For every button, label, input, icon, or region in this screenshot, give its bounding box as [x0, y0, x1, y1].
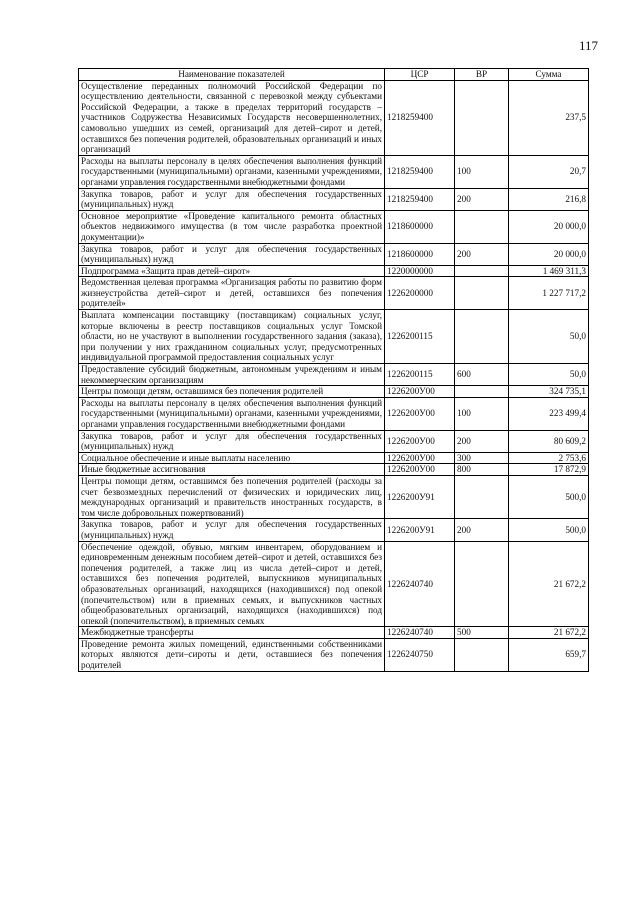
row-sum: 1 227 717,2 [509, 277, 589, 310]
table-header-row [79, 69, 589, 81]
row-vr: 600 [455, 364, 509, 386]
row-csr: 1226200У91 [385, 475, 455, 518]
row-vr: 200 [455, 243, 509, 265]
row-name: Закупка товаров, работ и услуг для обеспечения государственных (муниципальных) нужд [79, 519, 385, 541]
row-sum: 500,0 [509, 519, 589, 541]
row-sum: 223 499,4 [509, 397, 589, 430]
row-sum: 2 753,6 [509, 452, 589, 464]
row-sum: 17 872,9 [509, 464, 589, 476]
table-row [79, 188, 589, 210]
row-name: Проведение ремонта жилых помещений, единственными собственниками которых являются дети–сироты и дети, оставшиеся без попечения родителей [79, 638, 385, 671]
header-vr: ВР [455, 69, 509, 81]
table-row [79, 80, 589, 155]
row-name: Закупка товаров, работ и услуг для обеспечения государственных (муниципальных) нужд [79, 430, 385, 452]
budget-table [78, 68, 589, 672]
row-vr: 500 [455, 627, 509, 639]
table-row [79, 452, 589, 464]
table-row [79, 627, 589, 639]
row-csr: 1226200У00 [385, 452, 455, 464]
header-csr: ЦСР [385, 69, 455, 81]
row-sum: 1 469 311,3 [509, 265, 589, 277]
row-name: Подпрограмма «Защита прав детей–сирот» [79, 265, 385, 277]
row-vr: 100 [455, 155, 509, 188]
row-vr [455, 638, 509, 671]
row-name: Расходы на выплаты персоналу в целях обеспечения выполнения функций государственными (муниципальными) органами, казенными учреждениями, органами управления государственными внебюджетными фондами [79, 155, 385, 188]
row-name: Основное мероприятие «Проведение капитального ремонта областных объектов недвижимого имущества (в том числе разработка проектной документации)» [79, 210, 385, 243]
row-name: Центры помощи детям, оставшимся без попечения родителей (расходы за счет безвозмездных перечислений от физических и юридических лиц, международных организаций и правительств иностранных государств, в том числе добровольных пожертвований) [79, 475, 385, 518]
row-csr: 1226200У91 [385, 519, 455, 541]
row-sum: 50,0 [509, 310, 589, 364]
row-vr [455, 80, 509, 155]
header-name: Наименование показателей [79, 69, 385, 81]
row-sum: 237,5 [509, 80, 589, 155]
header-sum: Сумма [509, 69, 589, 81]
row-name: Закупка товаров, работ и услуг для обеспечения государственных (муниципальных) нужд [79, 188, 385, 210]
row-csr: 1226200У00 [385, 386, 455, 398]
table-row [79, 475, 589, 518]
row-vr [455, 386, 509, 398]
row-sum: 20 000,0 [509, 243, 589, 265]
table-row [79, 638, 589, 671]
table-row [79, 310, 589, 364]
row-sum: 216,8 [509, 188, 589, 210]
row-name: Центры помощи детям, оставшимся без попечения родителей [79, 386, 385, 398]
table-row [79, 155, 589, 188]
table-row [79, 464, 589, 476]
table-row [79, 210, 589, 243]
row-sum: 659,7 [509, 638, 589, 671]
row-csr: 1226200000 [385, 277, 455, 310]
table-row [79, 265, 589, 277]
row-csr: 1220000000 [385, 265, 455, 277]
table-row [79, 386, 589, 398]
row-vr [455, 310, 509, 364]
row-sum: 50,0 [509, 364, 589, 386]
row-csr: 1218259400 [385, 155, 455, 188]
row-vr [455, 265, 509, 277]
row-csr: 1226200У00 [385, 430, 455, 452]
row-name: Обеспечение одеждой, обувью, мягким инвентарем, оборудованием и единовременным денежным пособием детей–сирот и детей, оставшихся без попечения родителей, а также лиц из числа детей–сирот и детей, оставшихся без попечения родителей, выпускников муниципальных образовательных организаций, находящихся (находившихся) под опекой (попечительством) или в приемных семьях, и выпускников частных общеобразовательных организаций, находящихся (находившихся) под опекой (попечительством), в приемных семьях [79, 541, 385, 627]
table-body [79, 80, 589, 671]
table-row [79, 519, 589, 541]
row-vr [455, 475, 509, 518]
row-vr [455, 277, 509, 310]
row-vr: 300 [455, 452, 509, 464]
row-csr: 1218259400 [385, 80, 455, 155]
row-sum: 80 609,2 [509, 430, 589, 452]
table-row [79, 541, 589, 627]
row-csr: 1218600000 [385, 243, 455, 265]
row-sum: 21 672,2 [509, 541, 589, 627]
row-name: Ведомственная целевая программа «Организация работы по развитию форм жизнеустройства детей–сирот и детей, оставшихся без попечения родителей» [79, 277, 385, 310]
row-vr: 200 [455, 430, 509, 452]
row-csr: 1226200115 [385, 310, 455, 364]
row-vr: 200 [455, 188, 509, 210]
table-row [79, 430, 589, 452]
row-csr: 1218600000 [385, 210, 455, 243]
row-name: Иные бюджетные ассигнования [79, 464, 385, 476]
row-csr: 1226200У00 [385, 397, 455, 430]
row-sum: 20,7 [509, 155, 589, 188]
row-csr: 1226200115 [385, 364, 455, 386]
row-name: Закупка товаров, работ и услуг для обеспечения государственных (муниципальных) нужд [79, 243, 385, 265]
row-name: Социальное обеспечение и иные выплаты населению [79, 452, 385, 464]
row-csr: 1226200У00 [385, 464, 455, 476]
row-vr [455, 210, 509, 243]
row-csr: 1226240740 [385, 627, 455, 639]
row-name: Предоставление субсидий бюджетным, автономным учреждениям и иным некоммерческим организациям [79, 364, 385, 386]
row-vr: 800 [455, 464, 509, 476]
row-name: Расходы на выплаты персоналу в целях обеспечения выполнения функций государственными (муниципальными) органами, казенными учреждениями, органами управления государственными внебюджетными фондами [79, 397, 385, 430]
row-vr [455, 541, 509, 627]
row-csr: 1226240740 [385, 541, 455, 627]
row-sum: 20 000,0 [509, 210, 589, 243]
row-sum: 500,0 [509, 475, 589, 518]
row-name: Межбюджетные трансферты [79, 627, 385, 639]
table-row [79, 243, 589, 265]
row-name: Выплата компенсации поставщику (поставщикам) социальных услуг, которые включены в реестр поставщиков социальных услуг Томской области, но не участвуют в выполнении государственного задания (заказа), при получении у них гражданином социальных услуг, предусмотренных индивидуальной программой предоставления социальных услуг [79, 310, 385, 364]
row-csr: 1226240750 [385, 638, 455, 671]
table-row [79, 277, 589, 310]
row-csr: 1218259400 [385, 188, 455, 210]
row-name: Осуществление переданных полномочий Российской Федерации по осуществлению деятельности, связанной с перевозкой между субъектами Российской Федерации, а также в пределах территорий государств – участников Содружества Независимых Государств несовершеннолетних, самовольно ушедших из семей, организаций для детей–сирот и детей, оставшихся без попечения родителей, образовательных организаций и иных организаций [79, 80, 385, 155]
row-vr: 100 [455, 397, 509, 430]
page-number: 117 [578, 38, 598, 53]
table-row [79, 364, 589, 386]
row-sum: 324 735,1 [509, 386, 589, 398]
row-sum: 21 672,2 [509, 627, 589, 639]
table-row [79, 397, 589, 430]
row-vr: 200 [455, 519, 509, 541]
